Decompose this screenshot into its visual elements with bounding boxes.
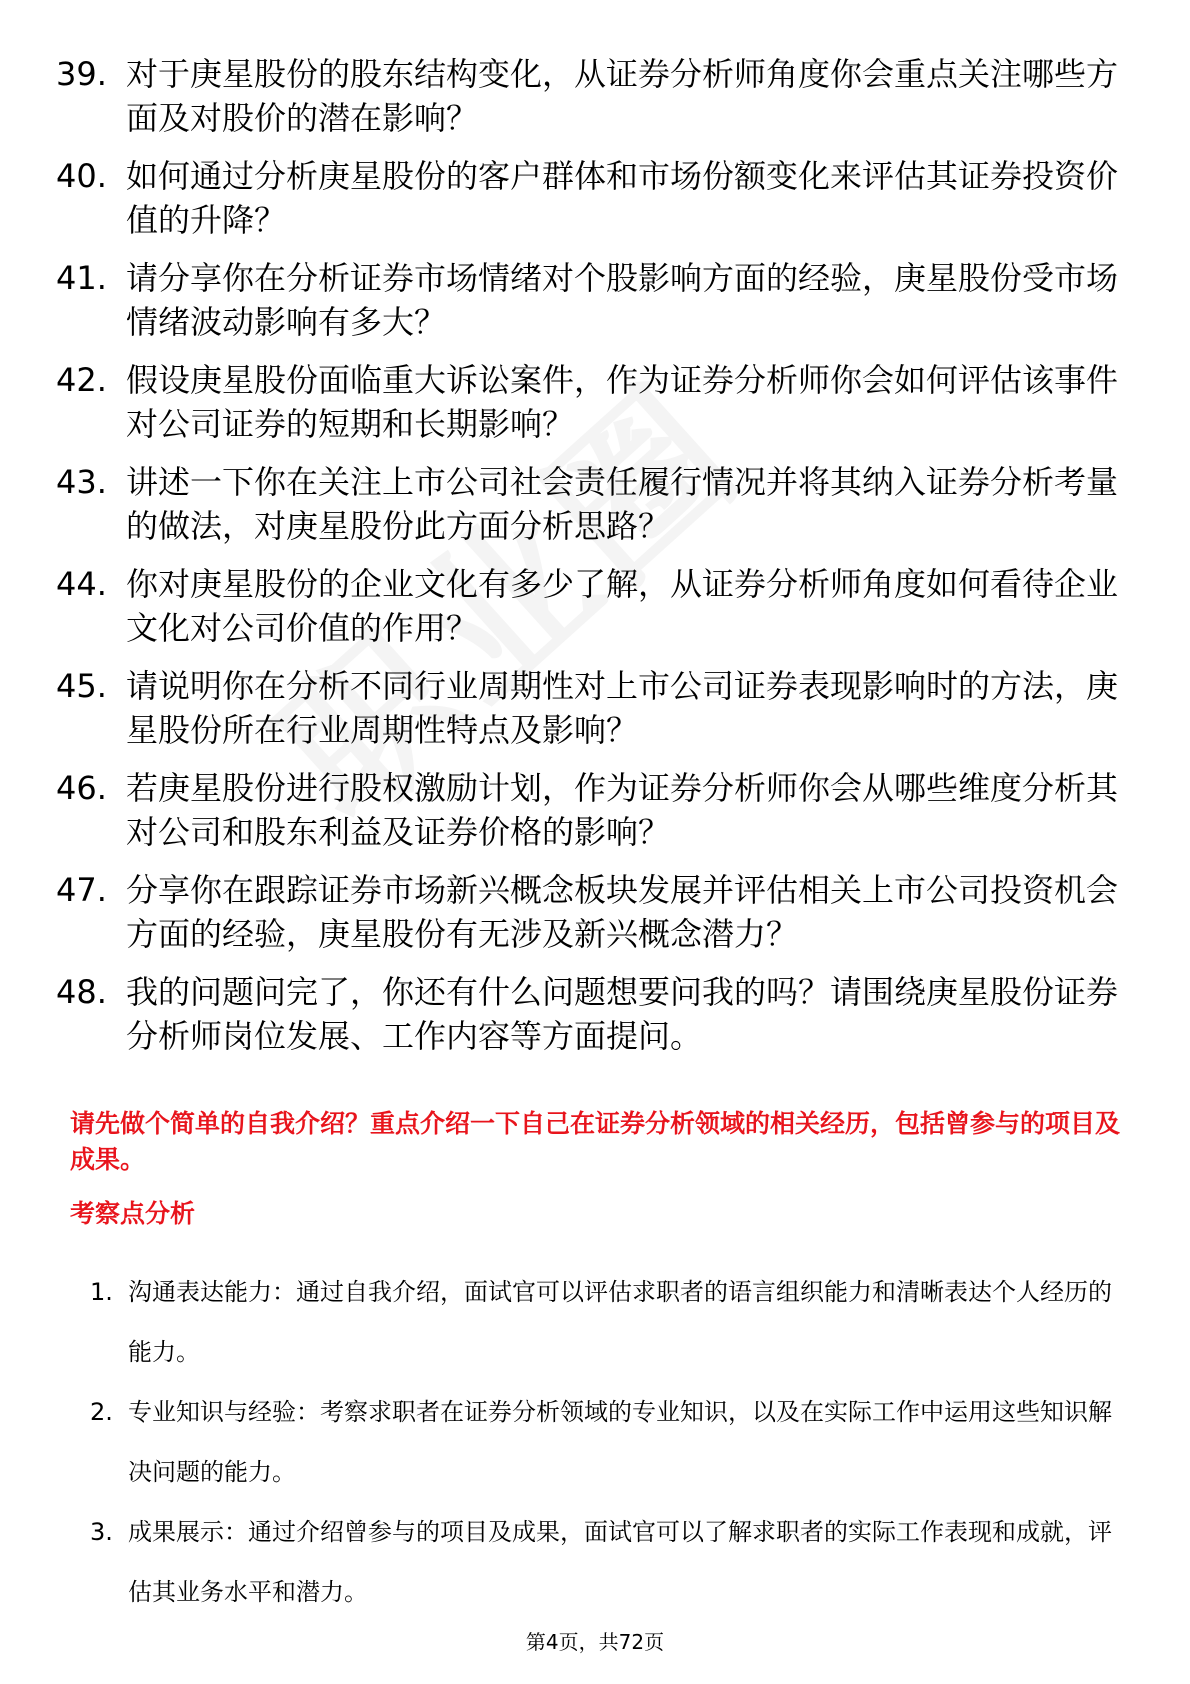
- question-item: [56, 256, 1136, 344]
- question-number: 48.: [56, 973, 107, 1011]
- question-text: 请说明你在分析不同行业周期性对上市公司证券表现影响时的方法，庚星股份所在行业周期性特点及影响？: [126, 667, 1119, 749]
- question-text: 你对庚星股份的企业文化有多少了解，从证券分析师角度如何看待企业文化对公司价值的作用？: [126, 565, 1119, 647]
- question-text: 分享你在跟踪证券市场新兴概念板块发展并评估相关上市公司投资机会方面的经验，庚星股份有无涉及新兴概念潜力？: [126, 871, 1119, 953]
- question-list: [56, 52, 1136, 1072]
- question-number: 44.: [56, 565, 107, 603]
- question-number: 47.: [56, 871, 107, 909]
- analysis-text: 成果展示：通过介绍曾参与的项目及成果，面试官可以了解求职者的实际工作表现和成就，评估其业务水平和潜力。: [128, 1518, 1112, 1606]
- question-text: 如何通过分析庚星股份的客户群体和市场份额变化来评估其证券投资价值的升降？: [126, 157, 1119, 239]
- question-item: [56, 766, 1136, 854]
- question-number: 40.: [56, 157, 107, 195]
- question-item: [56, 562, 1136, 650]
- analysis-text: 沟通表达能力：通过自我介绍，面试官可以评估求职者的语言组织能力和清晰表达个人经历的能力。: [128, 1278, 1112, 1366]
- analysis-number: 1.: [90, 1278, 113, 1306]
- question-item: [56, 970, 1136, 1058]
- question-text: 我的问题问完了，你还有什么问题想要问我的吗？请围绕庚星股份证券分析师岗位发展、工作内容等方面提问。: [126, 973, 1119, 1055]
- question-item: [56, 460, 1136, 548]
- question-number: 42.: [56, 361, 107, 399]
- question-text: 请分享你在分析证券市场情绪对个股影响方面的经验，庚星股份受市场情绪波动影响有多大？: [126, 259, 1119, 341]
- featured-question: 请先做个简单的自我介绍？重点介绍一下自己在证券分析领域的相关经历，包括曾参与的项目及成果。: [70, 1109, 1121, 1174]
- question-number: 39.: [56, 55, 107, 93]
- question-number: 46.: [56, 769, 107, 807]
- question-text: 对于庚星股份的股东结构变化，从证券分析师角度你会重点关注哪些方面及对股价的潜在影响？: [126, 55, 1119, 137]
- analysis-number: 2.: [90, 1398, 113, 1426]
- analysis-number: 3.: [90, 1518, 113, 1546]
- page-number: 第4页，共72页: [525, 1630, 665, 1654]
- question-number: 41.: [56, 259, 107, 297]
- question-item: [56, 664, 1136, 752]
- question-number: 45.: [56, 667, 107, 705]
- analysis-text: 专业知识与经验：考察求职者在证券分析领域的专业知识，以及在实际工作中运用这些知识解决问题的能力。: [128, 1398, 1112, 1486]
- question-text: 假设庚星股份面临重大诉讼案件，作为证券分析师你会如何评估该事件对公司证券的短期和长期影响？: [126, 361, 1119, 443]
- analysis-item: [90, 1382, 1130, 1502]
- question-item: [56, 358, 1136, 446]
- question-text: 讲述一下你在关注上市公司社会责任履行情况并将其纳入证券分析考量的做法，对庚星股份此方面分析思路？: [126, 463, 1119, 545]
- analysis-item: [90, 1262, 1130, 1382]
- analysis-heading: 考察点分析: [70, 1199, 196, 1228]
- question-item: [56, 868, 1136, 956]
- analysis-list: [90, 1262, 1130, 1622]
- question-item: [56, 52, 1136, 140]
- question-number: 43.: [56, 463, 107, 501]
- analysis-item: [90, 1502, 1130, 1622]
- question-item: [56, 154, 1136, 242]
- question-text: 若庚星股份进行股权激励计划，作为证券分析师你会从哪些维度分析其对公司和股东利益及证券价格的影响？: [126, 769, 1119, 851]
